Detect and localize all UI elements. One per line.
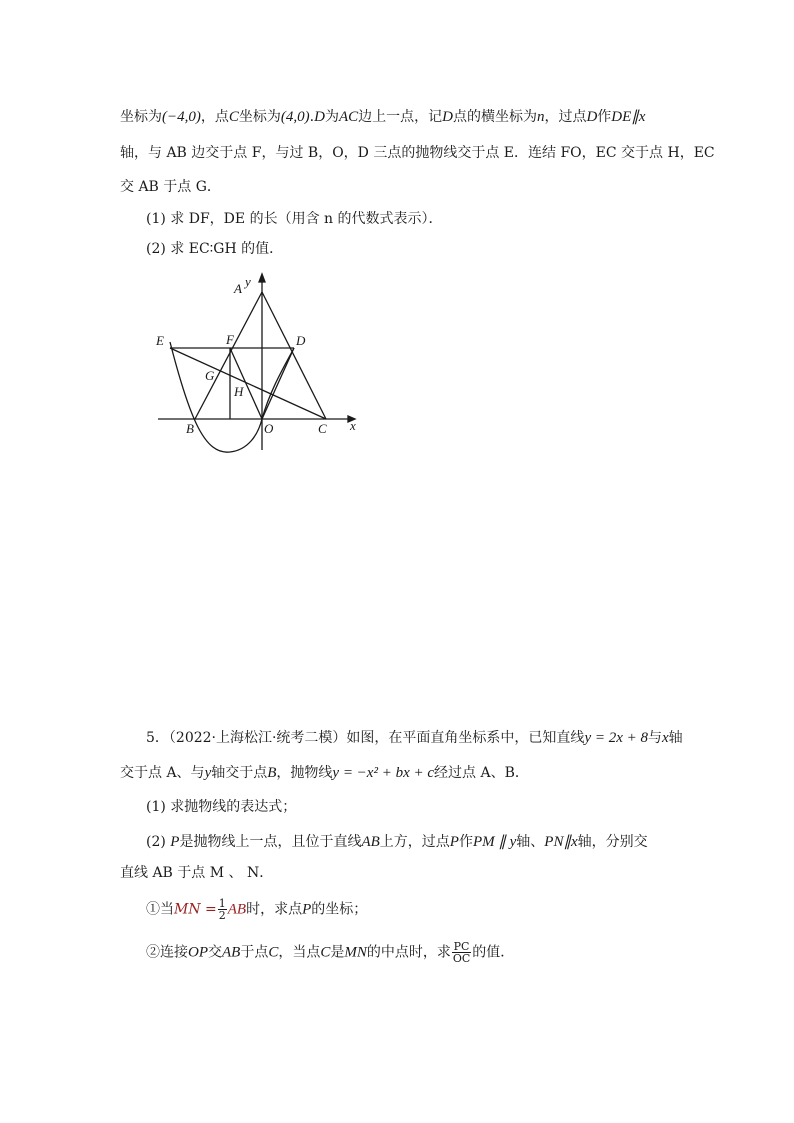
label-ab: AB [222, 944, 241, 961]
text: 坐标为 [238, 109, 281, 125]
text: 的值． [472, 944, 515, 961]
label-e: E [156, 333, 164, 348]
text: 点的横坐标为 [452, 109, 537, 125]
fraction-pc-oc [452, 941, 471, 964]
text: 作 [597, 109, 612, 125]
label-b: B [267, 765, 277, 781]
p5-question-2 [146, 832, 648, 852]
text: ①当 [146, 901, 174, 918]
text: 轴、 [516, 834, 545, 850]
label-x: x [638, 109, 646, 125]
label-p: P [302, 901, 312, 918]
label-c: C [318, 421, 327, 436]
p5-line-2 [120, 763, 529, 783]
label-h: H [234, 384, 244, 399]
p5-sub-1 [146, 898, 367, 921]
label-ab: AB [227, 901, 247, 918]
text: 是 [330, 944, 345, 961]
line-equation: y = 2x + 8 [584, 730, 648, 746]
text: 的中点时，求 [366, 944, 451, 961]
text: . [309, 109, 315, 125]
label-c: C [228, 109, 239, 125]
text: 轴，分别交 [577, 834, 648, 850]
pn-parallel-x: PN∥x [544, 834, 578, 850]
segment-ac [262, 292, 326, 419]
label-d: D [442, 109, 453, 125]
fraction-denominator: 2 [218, 909, 226, 922]
pm-parallel-y: PM ∥ y [472, 834, 517, 850]
text: 作 [458, 834, 473, 850]
label-f: F [226, 332, 234, 347]
text: 坐标为 [120, 109, 162, 125]
p4-line-1 [120, 107, 645, 127]
label-op: OP [188, 944, 208, 961]
label-d: D [586, 109, 598, 125]
p5-sub-2 [146, 941, 514, 964]
p5-question-1: (1) 求抛物线的表达式； [146, 799, 297, 815]
text: 的坐标； [311, 901, 368, 918]
text: 交 [208, 944, 222, 961]
p5-question-2-line-2: 直线 AB 于点 M 、 N． [120, 865, 274, 881]
point-b-coord: (−4,0) [162, 109, 201, 125]
label-ac: AC [338, 109, 359, 125]
text: (2) [146, 834, 166, 850]
text: ②连接 [146, 944, 188, 961]
text: 交于点 A、与 [120, 765, 205, 781]
p4-line-2: 轴，与 AB 边交于点 F，与过 B，O，D 三点的抛物线交于点 E．连结 FO，EC 交于点 H，EC [120, 145, 715, 161]
label-p: P [170, 834, 180, 850]
text: 为 [324, 109, 339, 125]
label-de: DE [611, 109, 632, 125]
label-b: B [186, 421, 194, 436]
fraction-numerator: 1 [218, 897, 226, 910]
text: 5．（2022·上海松江·统考二模）如图，在平面直角坐标系中，已知直线 [146, 730, 585, 746]
text: 轴交于点 [211, 765, 268, 781]
label-c: C [268, 944, 279, 961]
label-y: y [245, 274, 251, 289]
text: 上方，过点 [379, 834, 450, 850]
text: 时，求点 [246, 901, 303, 918]
fraction-denominator: OC [452, 952, 471, 965]
text: 是抛物线上一点，且位于直线 [179, 834, 362, 850]
label-c: C [320, 944, 331, 961]
label-x-axis: x [350, 418, 356, 433]
p4-question-2: (2) 求 EC∶GH 的值． [146, 241, 284, 257]
text: ，点 [200, 109, 229, 125]
label-ab: AB [361, 834, 380, 850]
segment-ec [170, 348, 326, 419]
text: 经过点 A、B． [434, 765, 529, 781]
parabola-equation: y = −x² + bx + c [332, 765, 435, 781]
parallel-symbol: ∥ [631, 109, 639, 125]
label-d: D [314, 109, 325, 125]
label-x: x [662, 730, 669, 746]
label-d: D [296, 333, 306, 348]
p4-line-3: 交 AB 于点 G． [120, 179, 221, 195]
fraction-one-half [218, 898, 227, 921]
segment-ab [195, 292, 262, 419]
label-y: y [204, 765, 212, 781]
label-mn: MN [344, 944, 367, 961]
geometry-figure [150, 270, 370, 460]
y-axis-arrow [259, 274, 265, 282]
label-p: P [449, 834, 459, 850]
fraction-numerator: PC [453, 940, 470, 953]
mn-expression: MN = [174, 901, 217, 918]
text: 与 [648, 730, 662, 746]
label-a: A [234, 281, 242, 296]
label-o: O [264, 421, 274, 436]
label-n: n [536, 109, 545, 125]
text: 边上一点，记 [358, 109, 443, 125]
text: ，当点 [278, 944, 321, 961]
segment-do [262, 348, 294, 419]
label-g: G [205, 368, 215, 383]
point-c-coord: (4,0) [280, 109, 310, 125]
text: ，抛物线 [276, 765, 333, 781]
p4-question-1: (1) 求 DF，DE 的长（用含 n 的代数式表示）． [146, 211, 443, 227]
text: ，过点 [544, 109, 587, 125]
text: 于点 [240, 944, 269, 961]
p5-header [146, 728, 683, 748]
text: 轴 [668, 730, 683, 746]
